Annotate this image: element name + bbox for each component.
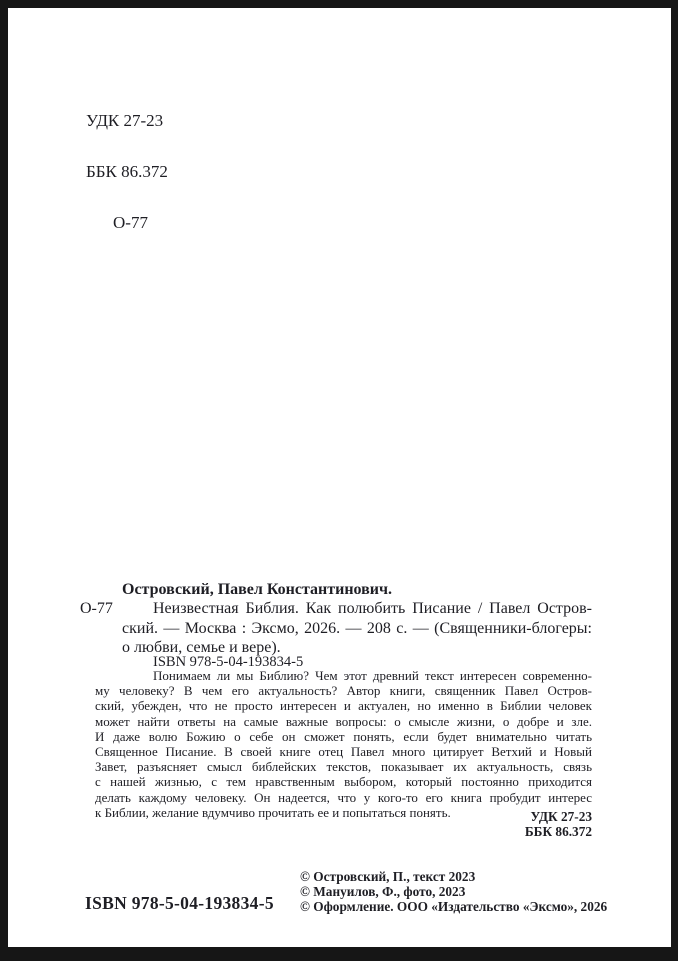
- bib-description-line-2: ский. — Москва : Эксмо, 2026. — 208 с. — (Священники-блогеры:: [122, 619, 592, 637]
- bbk-code-top: ББК 86.372: [86, 162, 168, 181]
- annotation-paragraph-line-7: Завет, разъясняет смысл библейских текстов, показывает их актуальность, связь: [95, 759, 592, 775]
- annotation-paragraph-line-1: Понимаем ли мы Библию? Чем этот древний текст интересен современно-: [153, 668, 592, 683]
- udk-code-top: УДК 27-23: [86, 111, 164, 130]
- copyright-block-line-3: © Оформление. ООО «Издательство «Эксмо», 2026: [300, 899, 608, 915]
- top-classification-block: [86, 78, 168, 265]
- annotation-paragraph-line-4: может найти ответы на самые важные вопросы: о смысле жизни, о добре и зле.: [95, 713, 592, 729]
- annotation-paragraph-line-3: ский, убежден, что не просто интересен и актуален, но именно в Библии человек: [95, 698, 592, 714]
- copyright-block-line-2: © Мануилов, Ф., фото, 2023: [300, 884, 466, 900]
- bib-description-line-3: о любви, семье и вере).: [122, 639, 281, 656]
- bbk-code-bottom: ББК 86.372: [524, 824, 592, 839]
- copyright-block: [300, 869, 607, 915]
- imprint-page: [8, 8, 671, 947]
- copyright-block-line-1: © Островский, П., текст 2023: [300, 869, 476, 884]
- annotation-paragraph: [95, 668, 592, 820]
- annotation-paragraph-line-10: к Библии, желание вдумчиво прочитать ее и попытаться понять.: [95, 804, 451, 820]
- isbn-record: ISBN 978-5-04-193834-5: [153, 654, 304, 670]
- isbn-bottom: ISBN 978-5-04-193834-5: [85, 893, 274, 913]
- author-code-top: О-77: [113, 213, 148, 232]
- bib-description: [122, 599, 592, 658]
- annotation-paragraph-line-6: Священное Писание. В своей книге отец Павел много цитирует Ветхий и Новый: [95, 744, 592, 760]
- bib-description-line-1: Неизвестная Библия. Как полюбить Писание / Павел Остров-: [153, 600, 592, 617]
- bibliographic-record: [122, 580, 592, 658]
- annotation-paragraph-line-2: му человеку? В чем его актуальность? Автор книги, священник Павел Остров-: [95, 683, 592, 699]
- annotation-paragraph-line-8: с нашей жизнью, с тем нравственным выбором, который постоянно приходится: [95, 774, 592, 790]
- annotation-paragraph-line-5: И даже волю Божию о себе он сможет понять, если будет внимательно читать: [95, 728, 592, 744]
- udk-code-bottom: УДК 27-23: [530, 809, 592, 824]
- annotation-paragraph-line-9: делать каждому человеку. Он надеется, что у кого-то его книга пробудит интерес: [95, 789, 592, 805]
- bib-author-heading: Островский, Павел Константинович.: [122, 580, 393, 598]
- bib-author-code: О-77: [80, 600, 113, 617]
- bottom-classification-block: [525, 809, 592, 839]
